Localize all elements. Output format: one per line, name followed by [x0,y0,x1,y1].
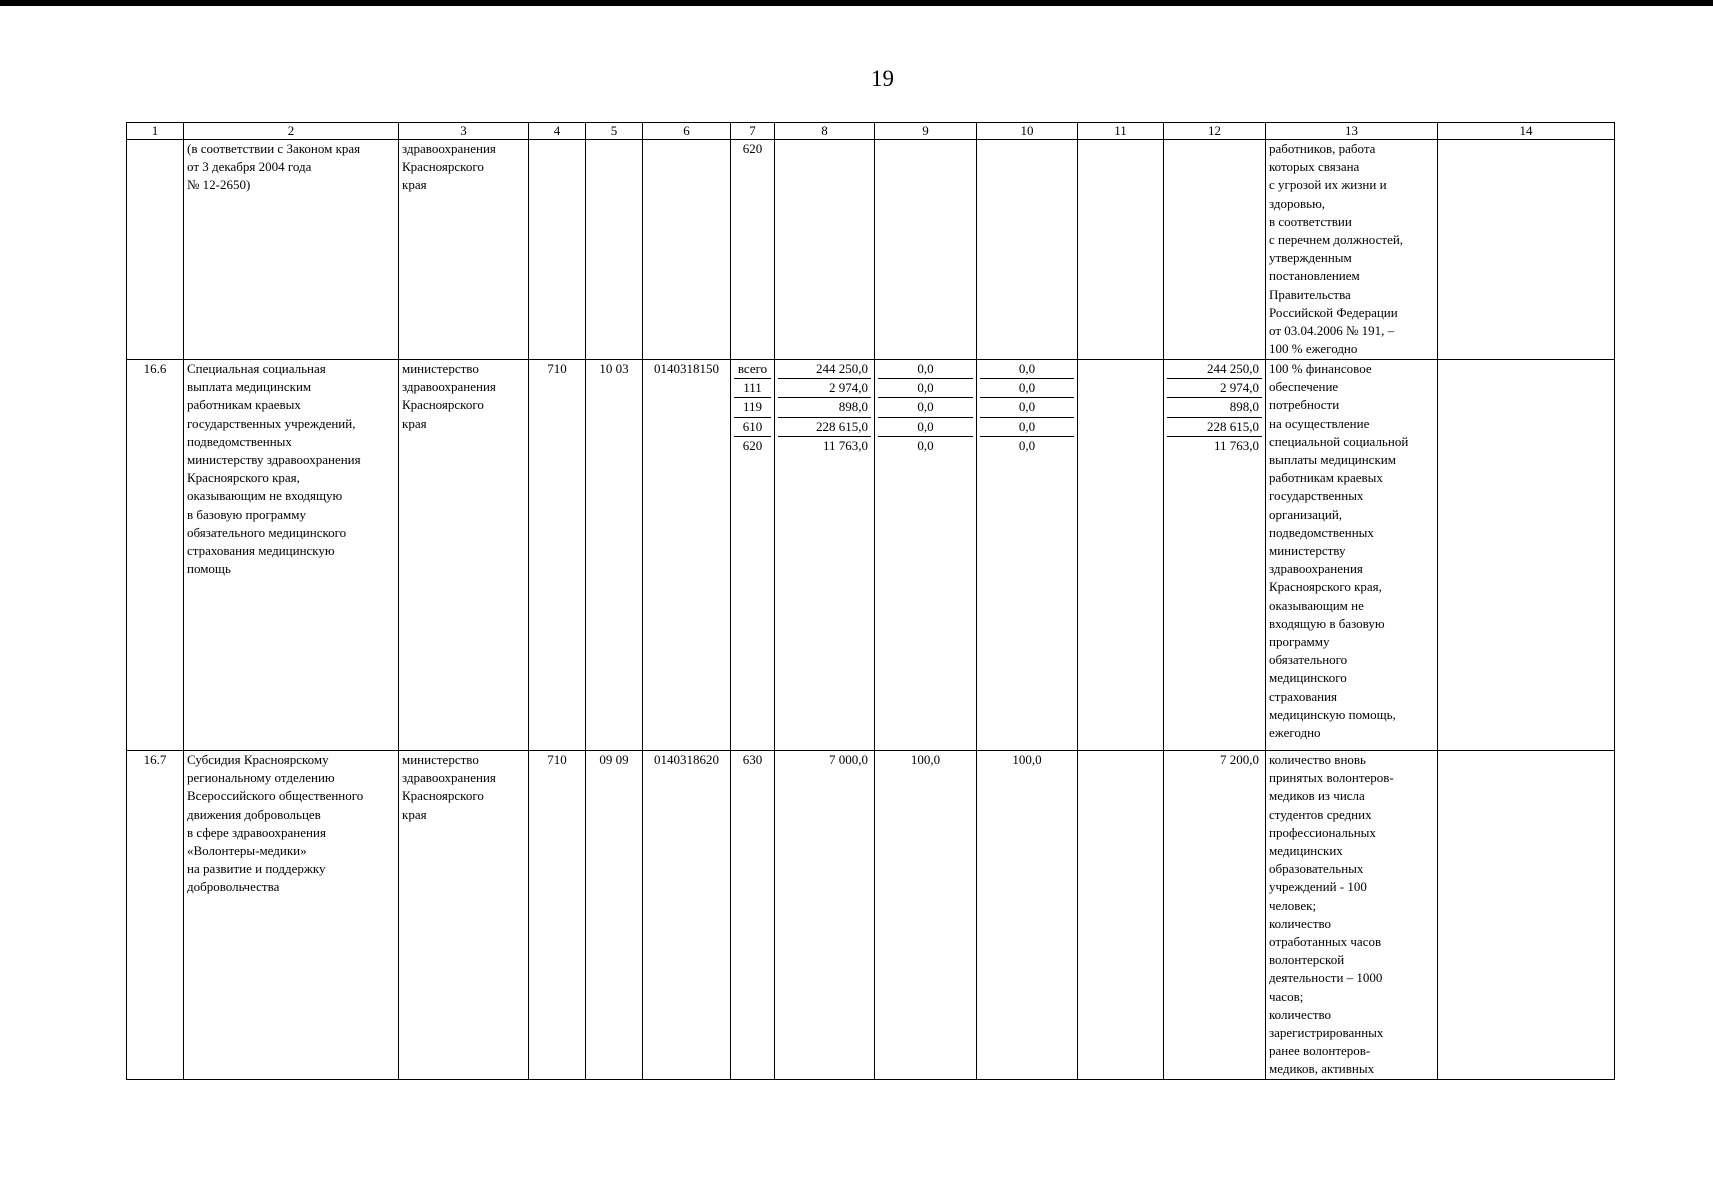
cell-target-code-text: 0140318150 [654,361,719,376]
cell-year-3-value: 0,0 [980,418,1074,437]
cell-year-2 [875,751,977,1080]
cell-total-value: 228 615,0 [1167,418,1262,437]
cell-year-3-value: 0,0 [1018,437,1036,453]
cell-year-2-value: 0,0 [917,437,934,453]
cell-year-3 [977,140,1078,360]
header-row [127,123,1615,140]
cell-expense-type [731,360,775,751]
cell-grbs [399,360,529,751]
cell-year-4 [1078,751,1164,1080]
cell-total-value: 2 974,0 [1167,379,1262,398]
cell-event-name-text: Специальная социальная выплата медицинским работникам краевых государственных учреждений, подведомственных министерству здравоохранения Красноярского края, оказывающим не входящую в базовую программу обязательного медицинского страхования медицинскую помощь [187,361,361,577]
cell-total-value: 7 200,0 [1220,752,1259,767]
cell-year-1 [775,360,875,751]
cell-grbs-code-text: 710 [547,361,567,376]
cell-year-1-value: 11 763,0 [822,437,868,453]
cell-year-2 [875,360,977,751]
cell-target-code [643,751,731,1080]
column-header: 4 [529,123,586,140]
cell-total [1164,360,1266,751]
column-header: 12 [1164,123,1266,140]
budget-table [126,122,1615,1080]
cell-total-value: 11 763,0 [1213,437,1259,453]
cell-year-1 [775,140,875,360]
cell-year-3-value: 0,0 [980,360,1074,379]
cell-event-name-text: Субсидия Красноярскому региональному отделению Всероссийского общественного движения добровольцев в сфере здравоохранения «Волонтеры-медики» на развитие и поддержку добровольчества [187,752,364,895]
cell-year-1-value: 228 615,0 [778,418,871,437]
cell-total-value: 898,0 [1167,398,1262,417]
column-header: 6 [643,123,731,140]
cell-number-text: 16.6 [143,361,167,376]
column-header: 2 [184,123,399,140]
cell-year-4-value [1081,396,1160,414]
cell-target-code-text: 0140318620 [654,752,719,767]
cell-section-code [586,140,643,360]
cell-notes [1438,751,1615,1080]
cell-expense-type [731,751,775,1080]
cell-year-4-value [1081,751,1160,769]
cell-year-3-value: 0,0 [980,379,1074,398]
table-row [127,751,1615,1080]
cell-year-1-value: 7 000,0 [829,752,868,767]
cell-expense-type-value: 119 [734,398,771,417]
cell-grbs-code-text: 710 [547,752,567,767]
cell-section-code [586,360,643,751]
cell-year-4-value [1081,378,1160,396]
cell-year-3 [977,751,1078,1080]
cell-section-code-text: 09 09 [599,752,629,767]
cell-total [1164,140,1266,360]
cell-grbs [399,140,529,360]
cell-number [127,751,184,1080]
cell-expected-result [1266,751,1438,1080]
cell-grbs [399,751,529,1080]
cell-year-2-value: 100,0 [910,752,941,767]
cell-year-2-value: 0,0 [878,360,973,379]
cell-expected-result-text: работников, работа которых связана с угрозой их жизни и здоровью, в соответствии с перечнем должностей, утвержденным постановлением Правительства Российской Федерации от 03.04.2006 № 191, – 100 % ежегодно [1269,141,1404,357]
cell-year-1 [775,751,875,1080]
cell-expense-type-value: 111 [734,379,771,398]
column-header: 9 [875,123,977,140]
cell-section-code-text: 10 03 [599,361,629,376]
cell-expected-result [1266,360,1438,751]
cell-year-2 [875,140,977,360]
cell-total [1164,751,1266,1080]
scan-edge [0,0,1713,6]
cell-event-name [184,751,399,1080]
table-row [127,360,1615,751]
column-header: 10 [977,123,1078,140]
cell-expense-type-value: всего [734,360,771,379]
cell-total-value: 244 250,0 [1167,360,1262,379]
cell-grbs-text: министерство здравоохранения Красноярского края [402,361,496,431]
cell-target-code [643,140,731,360]
table-row [127,140,1615,360]
column-header: 8 [775,123,875,140]
page-number: 19 [871,66,894,91]
cell-grbs-code [529,751,586,1080]
cell-year-3-value: 0,0 [980,398,1074,417]
cell-section-code [586,751,643,1080]
cell-target-code [643,360,731,751]
cell-year-4 [1078,140,1164,360]
cell-grbs-code [529,140,586,360]
column-header: 13 [1266,123,1438,140]
cell-expense-type [731,140,775,360]
cell-event-name [184,360,399,751]
cell-expected-result [1266,140,1438,360]
cell-year-3 [977,360,1078,751]
cell-year-4-value [1081,433,1160,451]
cell-year-2-value: 0,0 [878,418,973,437]
column-header: 3 [399,123,529,140]
cell-notes [1438,140,1615,360]
column-header: 11 [1078,123,1164,140]
cell-year-1-value: 2 974,0 [778,379,871,398]
cell-year-3-value: 100,0 [1012,752,1042,767]
cell-number-text: 16.7 [143,752,167,767]
cell-expense-type-value: 630 [742,752,763,767]
cell-year-1-value: 244 250,0 [778,360,871,379]
cell-year-2-value: 0,0 [878,398,973,417]
cell-expected-result-text: количество вновь принятых волонтеров- медиков из числа студентов средних профессиональных медицинских образовательных учреждений - 100 человек; количество отработанных часов волонтерской деятельности – 1000 часов; количество зарегистрированных ранее волонтеров- медиков, активных [1269,752,1394,1077]
column-header: 7 [731,123,775,140]
column-header: 14 [1438,123,1615,140]
cell-number [127,140,184,360]
cell-notes [1438,360,1615,751]
cell-year-4 [1078,360,1164,751]
cell-year-4-value [1081,415,1160,433]
cell-grbs-code [529,360,586,751]
cell-year-2-value: 0,0 [878,379,973,398]
column-header: 1 [127,123,184,140]
cell-year-1-value: 898,0 [778,398,871,417]
cell-grbs-text: министерство здравоохранения Красноярского края [402,752,496,822]
cell-event-name-text: (в соответствии с Законом края от 3 декабря 2004 года № 12-2650) [187,141,361,193]
table-body [127,140,1615,1080]
cell-year-4-value [1081,360,1160,378]
cell-expected-result-text: 100 % финансовое обеспечение потребности на осуществление специальной социальной выплаты медицинским работникам краевых государственных организаций, подведомственных министерству здравоохранения Красноярского края, оказывающим не входящую в базовую программу обязательного медицинского страхования медицинскую помощь, ежегодно [1269,361,1409,741]
cell-expense-type-value: 620 [742,141,763,156]
cell-number [127,360,184,751]
column-header: 5 [586,123,643,140]
cell-grbs-text: здравоохранения Красноярского края [402,141,496,193]
cell-expense-type-value: 620 [742,437,763,453]
cell-expense-type-value: 610 [734,418,771,437]
cell-event-name [184,140,399,360]
